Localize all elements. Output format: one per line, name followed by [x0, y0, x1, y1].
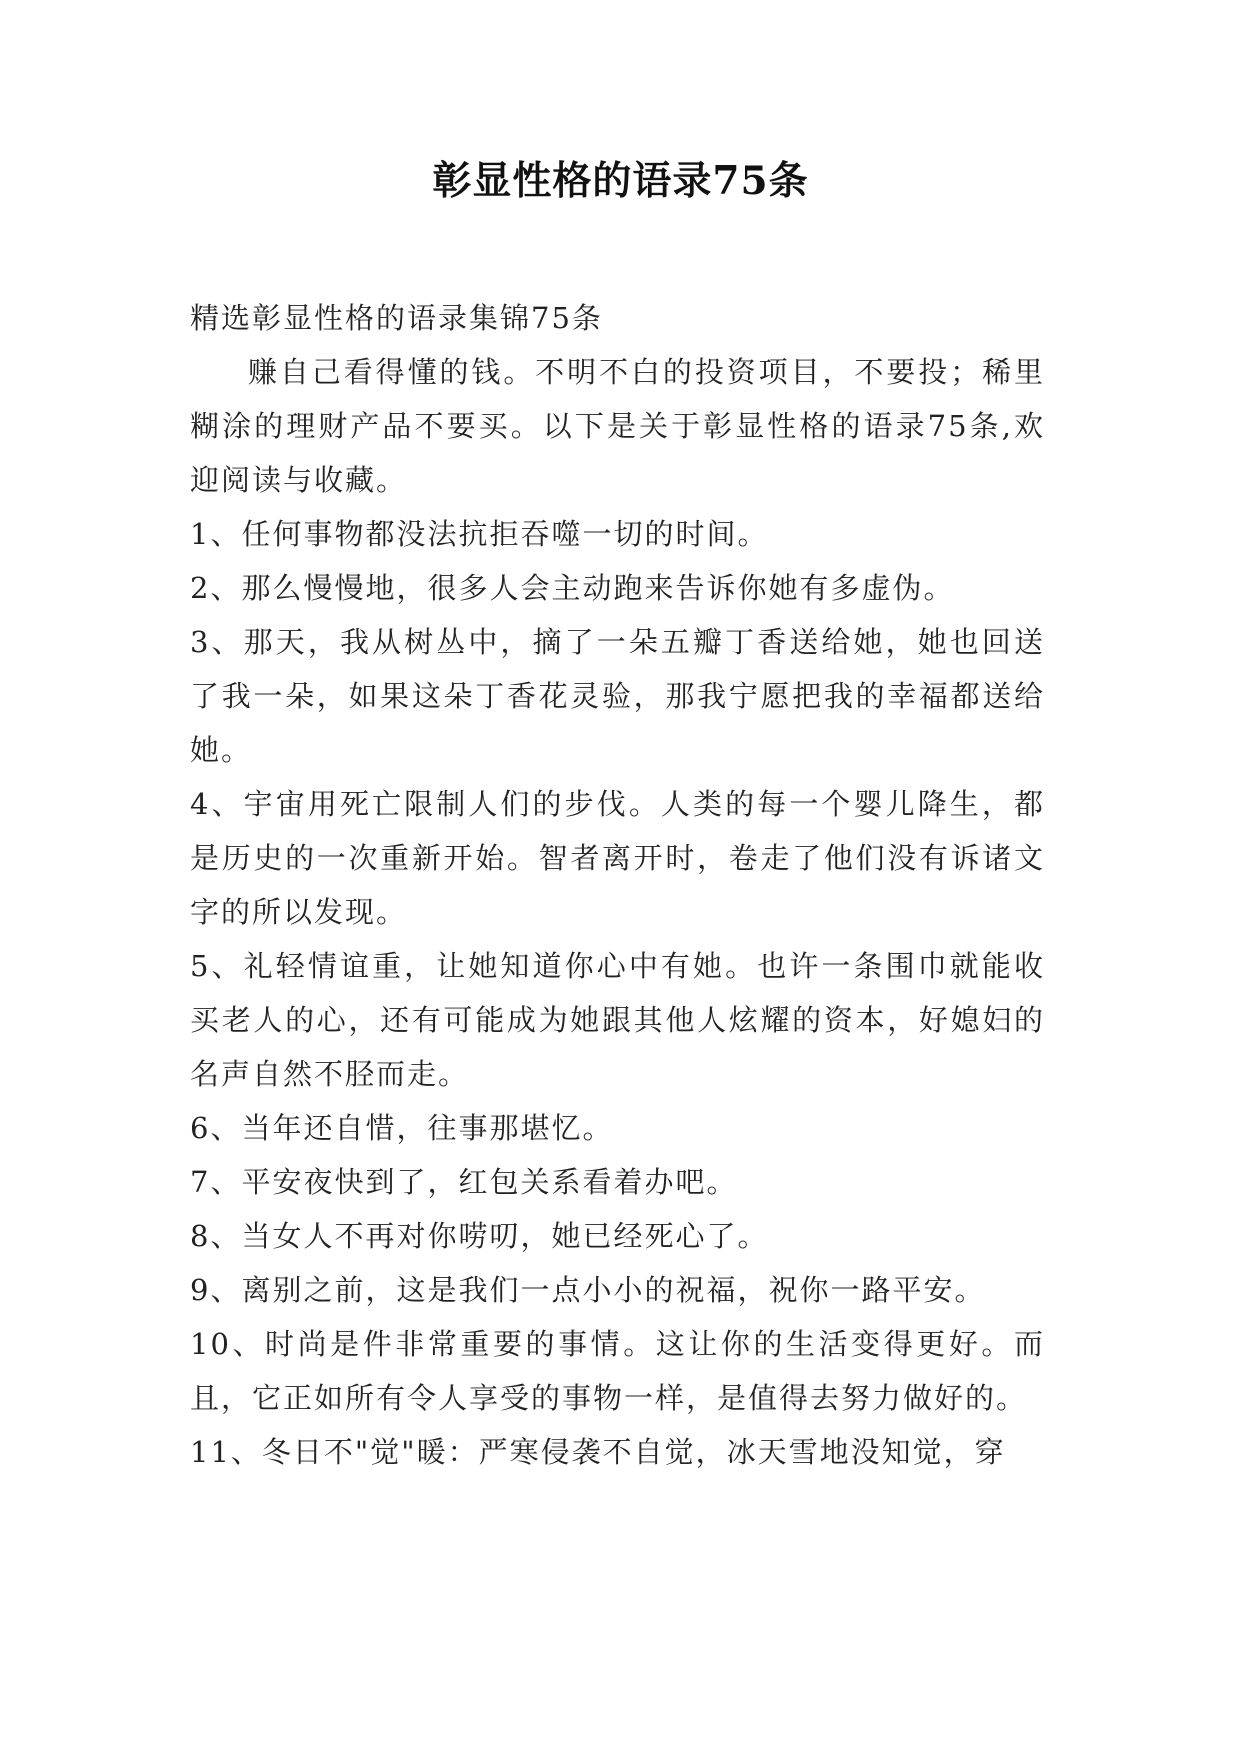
quote-item: 11、冬日不"觉"暖：严寒侵袭不自觉，冰天雪地没知觉，穿 [190, 1435, 1006, 1469]
quote-item: 1、任何事物都没法抗拒吞噬一切的时间。 [190, 517, 769, 551]
document-subtitle: 精选彰显性格的语录集锦75条 [190, 301, 603, 335]
quote-item: 9、离别之前，这是我们一点小小的祝福，祝你一路平安。 [190, 1273, 986, 1307]
quote-item: 5、礼轻情谊重，让她知道你心中有她。也许一条围巾就能收买老人的心，还有可能成为她跟其他人炫耀的资本，好媳妇的名声自然不胫而走。 [190, 949, 1045, 1091]
document-body [190, 291, 1045, 1479]
document-title: 彰显性格的语录75条 [432, 158, 809, 204]
quote-item: 3、那天，我从树丛中，摘了一朵五瓣丁香送给她，她也回送了我一朵，如果这朵丁香花灵验，那我宁愿把我的幸福都送给她。 [190, 625, 1045, 767]
intro-paragraph: 赚自己看得懂的钱。不明不白的投资项目，不要投；稀里糊涂的理财产品不要买。以下是关于彰显性格的语录75条,欢迎阅读与收藏。 [190, 355, 1045, 497]
quote-item: 10、时尚是件非常重要的事情。这让你的生活变得更好。而且，它正如所有令人享受的事物一样，是值得去努力做好的。 [190, 1327, 1045, 1415]
quote-item: 8、当女人不再对你唠叨，她已经死心了。 [190, 1219, 769, 1253]
quote-item: 7、平安夜快到了，红包关系看着办吧。 [190, 1165, 738, 1199]
quote-item: 2、那么慢慢地，很多人会主动跑来告诉你她有多虚伪。 [190, 571, 955, 605]
quote-item: 6、当年还自惜，往事那堪忆。 [190, 1111, 614, 1145]
quote-item: 4、宇宙用死亡限制人们的步伐。人类的每一个婴儿降生，都是历史的一次重新开始。智者离开时，卷走了他们没有诉诸文字的所以发现。 [190, 787, 1045, 929]
